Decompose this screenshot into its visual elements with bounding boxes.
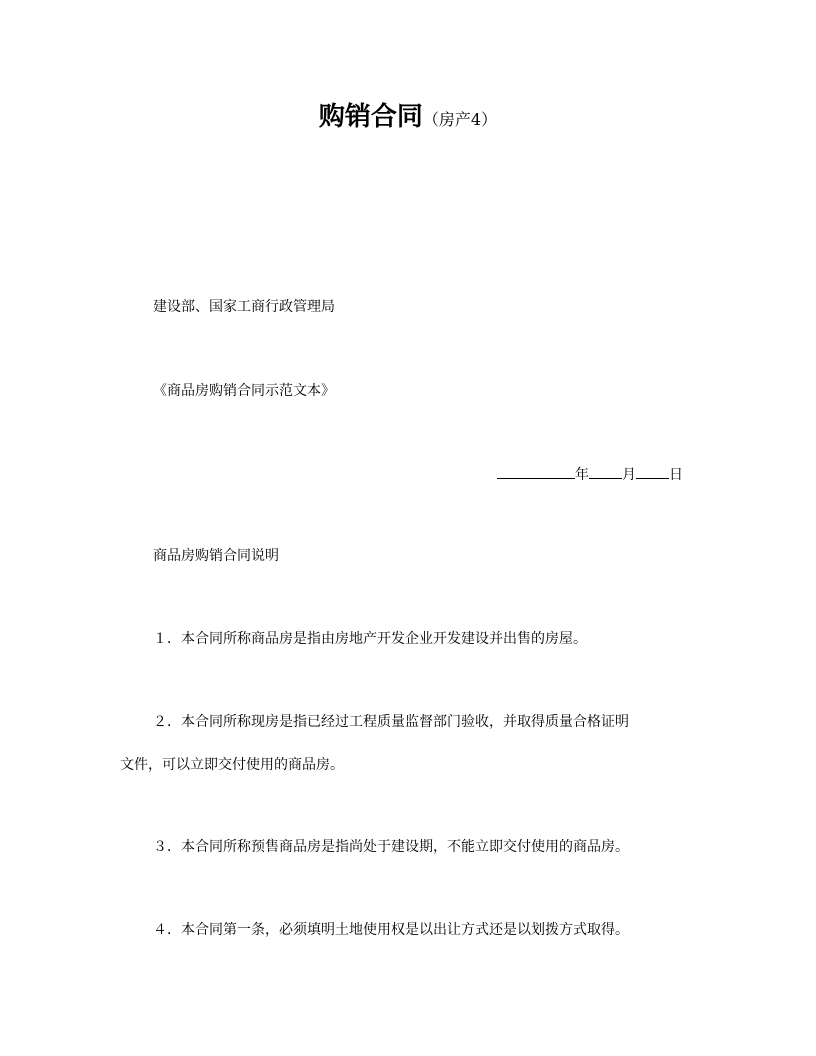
title-main: 购销合同 [318, 102, 423, 132]
day-blank [636, 462, 669, 479]
issuer-line: 建设部、国家工商行政管理局 [153, 299, 335, 315]
day-label: 日 [669, 467, 683, 483]
list-item-continuation: 文件，可以立即交付使用的商品房。 [120, 757, 344, 773]
list-item: １．本合同所称商品房是指由房地产开发企业开发建设并出售的房屋。 [153, 631, 587, 647]
section-title: 商品房购销合同说明 [153, 548, 279, 564]
document-name: 《商品房购销合同示范文本》 [153, 383, 335, 399]
list-item: ４．本合同第一条，必须填明土地使用权是以出让方式还是以划拨方式取得。 [153, 922, 629, 938]
date-line [497, 462, 683, 485]
document-title [0, 96, 816, 133]
list-item: ２．本合同所称现房是指已经过工程质量监督部门验收，并取得质量合格证明 [153, 714, 629, 730]
month-label: 月 [622, 467, 636, 483]
list-item: ３．本合同所称预售商品房是指尚处于建设期，不能立即交付使用的商品房。 [153, 839, 629, 855]
year-label: 年 [575, 467, 589, 483]
title-subtitle: （房产4） [422, 110, 498, 129]
year-blank [497, 462, 575, 479]
month-blank [589, 462, 622, 479]
